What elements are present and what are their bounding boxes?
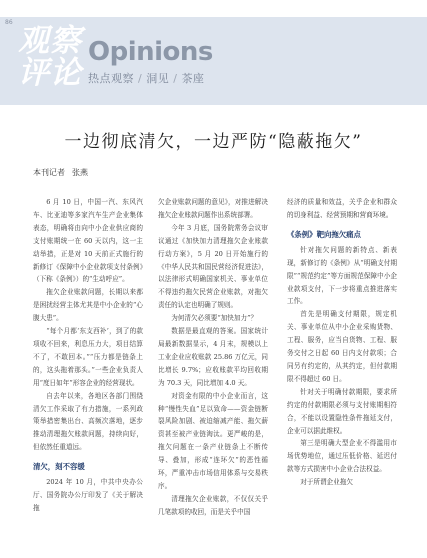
column-title-cn-line2: 评论 bbox=[18, 55, 82, 91]
paragraph: 针对拖欠问题的新特点、新表现，新修订的《条例》从“明确支付期限”“规范约定”等方面规范保障中小企业款项支付，下一步将重点推进落实工作。 bbox=[287, 245, 397, 306]
paragraph: 欠企业账款问题的意见》，对推进解决拖欠企业账款问题作出系统部署。 bbox=[158, 198, 268, 219]
column-subcategories bbox=[88, 70, 204, 86]
article-headline: 一边彻底清欠，一边严防“隐蔽拖欠” bbox=[64, 132, 363, 152]
paragraph: 今年 3 月底，国务院常务会议审议通过《加快加力清理拖欠企业账款行动方案》，5 月 20 日开始施行的《中华人民共和国民营经济促进法》，以法律形式明确国家机关、事业单位不得违约拖欠民营企业账款，对拖欠责任的认定也明确了规则。 bbox=[158, 223, 268, 310]
paragraph: 清理拖欠企业账款，不仅仅关乎几笔款项的收回，而是关乎中国 bbox=[158, 494, 268, 516]
page-number: 86 bbox=[5, 19, 13, 26]
article-column-2 bbox=[158, 196, 268, 519]
section-heading: 清欠，刻不容缓 bbox=[33, 462, 85, 472]
article-body bbox=[33, 196, 398, 556]
subcategory-insight: 洞见 bbox=[146, 72, 170, 85]
paragraph: 针对关于明确付款期限，要求所约定的付款期限必须与支付账期相符合，不能以设置隐性条件拖延支付，企业可以据此维权。 bbox=[287, 387, 397, 435]
section-heading: 《条例》靶向拖欠痛点 bbox=[287, 229, 361, 239]
paragraph: 经济的质量和效益，关乎企业和群众的切身利益、经营预期和营商环境。 bbox=[287, 198, 397, 219]
paragraph: 数据是最直观的答案。国家统计局最新数据显示，4 月末，规模以上工业企业应收账款 25.86 万亿元，同比增长 9.7%；应收账款平均回收期为 70.3 天，同比增加 4.0 天。 bbox=[158, 327, 268, 387]
article-byline bbox=[33, 167, 88, 178]
paragraph: 6 月 10 日，中国一汽、东风汽车、比亚迪等多家汽车生产企业集体表态，明确将由向中小企业供应商的支付账期统一在 60 天以内，这一主动举措，正是对 10 天前正式施行的新修订《保障中小企业款项支付条例》（下称《条例》）的“生动呼应”。 bbox=[33, 198, 143, 284]
subcategory-separator: / bbox=[173, 72, 178, 85]
paragraph: 对于所谓企业拖欠 bbox=[300, 478, 353, 487]
paragraph: 拖欠企业账款问题，长期以来都是困扰经营主体尤其是中小企业的“心腹大患”。 bbox=[33, 288, 143, 323]
subcategory-separator: / bbox=[138, 72, 143, 85]
article-column-3 bbox=[287, 196, 397, 489]
paragraph: 第三是明确大型企业不得滥用市场优势地位，通过压低价格、延迟付款等方式损害中小企业合法权益。 bbox=[287, 439, 397, 474]
paragraph: “每个月都‘东支西补’，到了的款项收不回来，利息压力大，项目结算不了，不敢回本。”“压力都是链条上的，这头拖着那头。”一些企业负责人用“度日如年”形容企业的经营现状。 bbox=[33, 327, 143, 387]
subcategory-teahouse: 茶座 bbox=[181, 72, 205, 85]
paragraph: 首先是明确支付期限，规定机关、事业单位从中小企业采购货物、工程、服务，应当自货物、工程、服务交付之日起 60 日内支付款项；合同另有约定的，从其约定，但付款期限不得超过 60 日。 bbox=[287, 310, 397, 383]
column-title-en: Opinions bbox=[88, 37, 213, 67]
article-column-1 bbox=[33, 196, 143, 515]
paragraph: 2024 年 10 月，中共中央办公厅、国务院办公厅印发了《关于解决拖 bbox=[33, 478, 143, 512]
subcategory-hot-observation: 热点观察 bbox=[88, 72, 134, 85]
paragraph: 自去年以来，各地区各部门围绕清欠工作采取了有力措施，一系列政策举措密集出台、高频次落地，逐步推动清理拖欠账款问题，持续向好，但依然任重道远。 bbox=[33, 391, 143, 452]
byline-author: 张燕 bbox=[72, 168, 88, 177]
column-title-cn-line1: 观察 bbox=[18, 23, 82, 59]
paragraph: 对资金有限的中小企业而言，这种“慢性失血”足以致命——资金链断裂风险加剧、被迫缩减产能、拖欠薪资甚至被产业链淘汰。更严峻的是，拖欠问题在一条产业链条上不断传导、叠加，形成“连环欠”的恶性循环，严重冲击市场信用体系与交易秩序。 bbox=[158, 391, 268, 490]
paragraph: 为何清欠必须要“加快加力”？ bbox=[171, 314, 258, 323]
byline-role: 本刊记者 bbox=[33, 168, 65, 177]
